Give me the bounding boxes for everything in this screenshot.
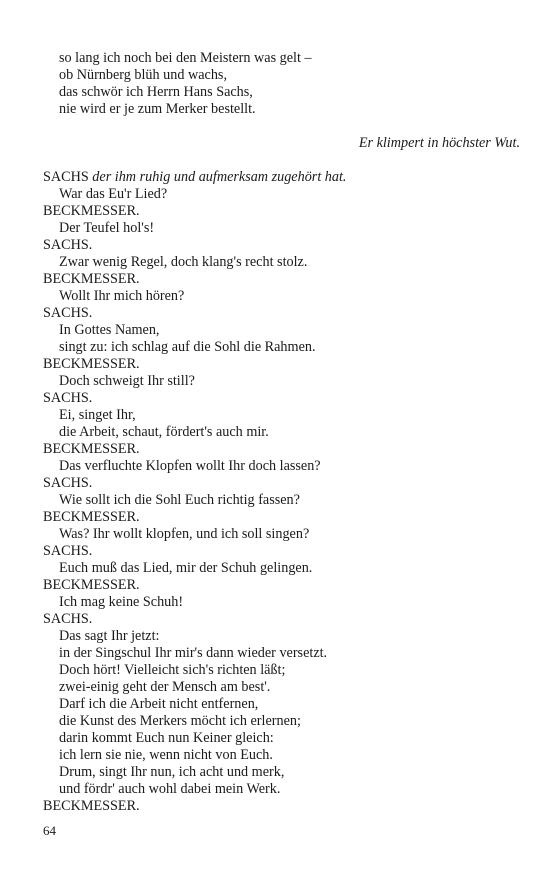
speaker-name: BECKMESSER. <box>43 271 140 287</box>
verse-line: Wollt Ihr mich hören? <box>59 288 185 304</box>
verse-line: nie wird er je zum Merker bestellt. <box>59 101 256 117</box>
verse-line: Das sagt Ihr jetzt: <box>59 628 160 644</box>
verse-line: die Arbeit, schaut, fördert's auch mir. <box>59 424 269 440</box>
speaker-name: BECKMESSER. <box>43 203 140 219</box>
verse-line: in der Singschul Ihr mir's dann wieder versetzt. <box>59 645 328 661</box>
verse-line: In Gottes Namen, <box>59 322 160 338</box>
verse-line: zwei-einig geht der Mensch am best'. <box>59 679 271 695</box>
verse-line: Doch schweigt Ihr still? <box>59 373 195 389</box>
verse-line: Das verfluchte Klopfen wollt Ihr doch lassen? <box>59 458 321 474</box>
verse-line: Ich mag keine Schuh! <box>59 594 184 610</box>
verse-line: ob Nürnberg blüh und wachs, <box>59 67 227 83</box>
speaker-name: BECKMESSER. <box>43 577 140 593</box>
speaker-name: SACHS. <box>43 475 93 491</box>
speaker-name: SACHS. <box>43 237 93 253</box>
speaker-name: SACHS. <box>43 543 93 559</box>
verse-line: Darf ich die Arbeit nicht entfernen, <box>59 696 259 712</box>
verse-line: Doch hört! Vielleicht sich's richten läßt; <box>59 662 286 678</box>
stage-direction: Er klimpert in höchster Wut. <box>358 135 520 151</box>
page-number: 64 <box>43 823 56 838</box>
verse-line: ich lern sie nie, wenn nicht von Euch. <box>59 747 273 763</box>
verse-line: singt zu: ich schlag auf die Sohl die Rahmen. <box>59 339 316 355</box>
speaker-direction: der ihm ruhig und aufmerksam zugehört hat. <box>92 169 347 185</box>
speaker-name: SACHS <box>43 169 89 185</box>
verse-line: Wie sollt ich die Sohl Euch richtig fassen? <box>59 492 300 508</box>
verse-line: und fördr' auch wohl dabei mein Werk. <box>59 781 281 797</box>
speaker-name: BECKMESSER. <box>43 356 140 372</box>
verse-line: darin kommt Euch nun Keiner gleich: <box>59 730 274 746</box>
verse-line: Drum, singt Ihr nun, ich acht und merk, <box>59 764 285 780</box>
verse-line: Zwar wenig Regel, doch klang's recht stolz. <box>59 254 308 270</box>
speaker-name: SACHS. <box>43 305 93 321</box>
speaker-name: BECKMESSER. <box>43 509 140 525</box>
verse-line: das schwör ich Herrn Hans Sachs, <box>59 84 253 100</box>
speaker-name: SACHS. <box>43 390 93 406</box>
speaker-name: BECKMESSER. <box>43 798 140 814</box>
speaker-name: BECKMESSER. <box>43 441 140 457</box>
verse-line: Ei, singet Ihr, <box>59 407 136 423</box>
verse-line: die Kunst des Merkers möcht ich erlernen; <box>59 713 301 729</box>
verse-line: so lang ich noch bei den Meistern was gelt – <box>59 50 312 66</box>
verse-line: Der Teufel hol's! <box>59 220 155 236</box>
verse-line: War das Eu'r Lied? <box>59 186 168 202</box>
speaker-line <box>43 169 346 186</box>
verse-line: Euch muß das Lied, mir der Schuh gelingen. <box>59 560 313 576</box>
speaker-name: SACHS. <box>43 611 93 627</box>
verse-line: Was? Ihr wollt klopfen, und ich soll singen? <box>59 526 310 542</box>
